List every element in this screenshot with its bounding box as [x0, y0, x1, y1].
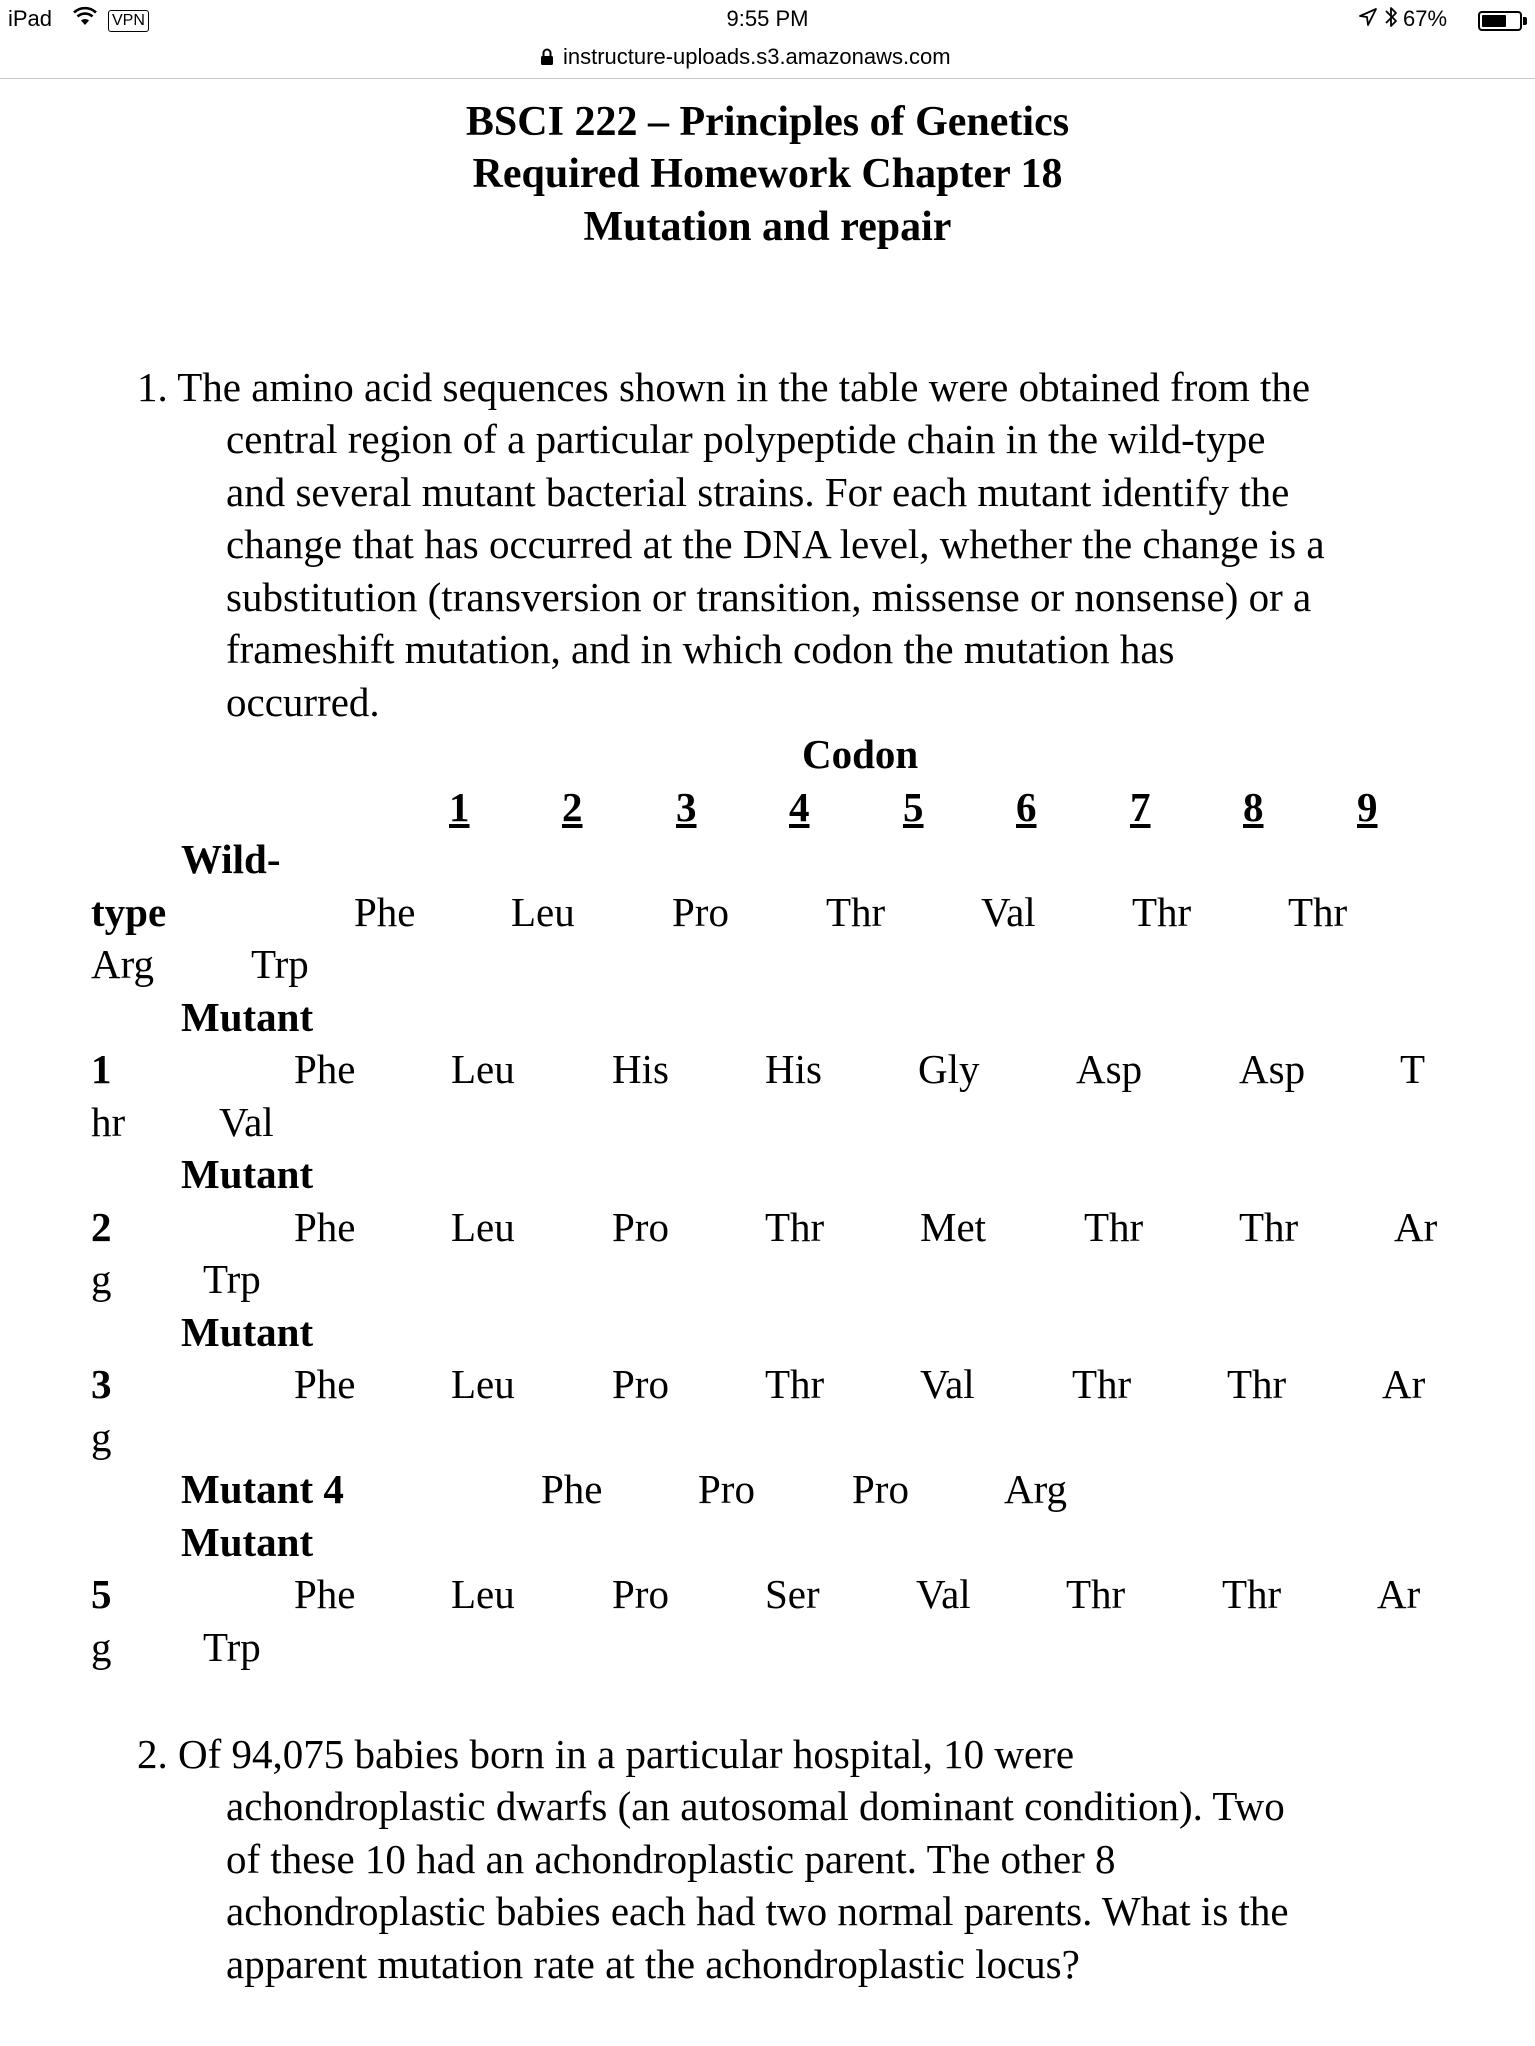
question1-line: central region of a particular polypeptide chain in the wild-type — [226, 416, 1266, 462]
vpn-badge: VPN — [108, 10, 149, 32]
amino-acid: Pro — [612, 1361, 669, 1407]
amino-acid: Leu — [511, 889, 575, 935]
amino-acid: Ser — [765, 1571, 820, 1617]
question1-line: occurred. — [226, 679, 380, 725]
amino-acid: Ar — [1377, 1571, 1421, 1617]
amino-acid: Trp — [251, 941, 309, 987]
amino-acid: Phe — [294, 1046, 356, 1092]
codon-number: 4 — [789, 784, 810, 830]
row-label: Mutant — [181, 994, 314, 1040]
amino-acid: Thr — [765, 1361, 825, 1407]
codon-number: 6 — [1016, 784, 1037, 830]
amino-acid: g — [91, 1624, 112, 1670]
amino-acid: Met — [920, 1204, 987, 1250]
amino-acid: Leu — [451, 1571, 515, 1617]
question1-line: and several mutant bacterial strains. For each mutant identify the — [226, 469, 1290, 515]
bluetooth-icon — [1383, 5, 1399, 35]
amino-acid: Thr — [1288, 889, 1348, 935]
amino-acid: T — [1400, 1046, 1426, 1092]
amino-acid: Leu — [451, 1204, 515, 1250]
row-label: Mutant 4 — [181, 1466, 344, 1512]
status-bar — [0, 0, 1535, 42]
chapter-subtitle: Mutation and repair — [583, 204, 952, 250]
amino-acid: Thr — [1066, 1571, 1126, 1617]
amino-acid: Thr — [1227, 1361, 1287, 1407]
row-label: Mutant — [181, 1309, 314, 1355]
amino-acid: Leu — [451, 1046, 515, 1092]
codon-number: 9 — [1357, 784, 1378, 830]
amino-acid: Ar — [1394, 1204, 1438, 1250]
amino-acid: His — [612, 1046, 669, 1092]
amino-acid: Ar — [1382, 1361, 1426, 1407]
amino-acid: Pro — [672, 889, 729, 935]
amino-acid: Thr — [1084, 1204, 1144, 1250]
amino-acid: Pro — [698, 1466, 755, 1512]
amino-acid: Asp — [1076, 1046, 1143, 1092]
amino-acid: Val — [920, 1361, 975, 1407]
amino-acid: Trp — [203, 1624, 261, 1670]
codon-number: 5 — [903, 784, 924, 830]
amino-acid: Pro — [852, 1466, 909, 1512]
question2-line: 2. Of 94,075 babies born in a particular hospital, 10 were — [137, 1731, 1075, 1777]
amino-acid: Thr — [765, 1204, 825, 1250]
amino-acid: Thr — [1222, 1571, 1282, 1617]
amino-acid: Thr — [1239, 1204, 1299, 1250]
question2-line: apparent mutation rate at the achondroplastic locus? — [226, 1941, 1080, 1987]
amino-acid: Phe — [541, 1466, 603, 1512]
amino-acid: hr — [91, 1099, 126, 1145]
row-label: Mutant — [181, 1151, 314, 1197]
question2-line: achondroplastic babies each had two normal parents. What is the — [226, 1888, 1289, 1934]
amino-acid: Trp — [203, 1256, 261, 1302]
row-number: 3 — [91, 1361, 112, 1407]
codon-number: 2 — [562, 784, 583, 830]
amino-acid: Pro — [612, 1571, 669, 1617]
battery-level — [1482, 15, 1506, 27]
amino-acid: Thr — [1132, 889, 1192, 935]
row-number: 5 — [91, 1571, 112, 1617]
amino-acid: Val — [981, 889, 1036, 935]
course-title: BSCI 222 – Principles of Genetics — [465, 99, 1070, 145]
amino-acid: Phe — [354, 889, 416, 935]
amino-acid: Phe — [294, 1571, 356, 1617]
codon-number: 1 — [449, 784, 470, 830]
codon-number: 8 — [1243, 784, 1264, 830]
homework-title: Required Homework Chapter 18 — [472, 151, 1063, 197]
amino-acid: His — [765, 1046, 822, 1092]
amino-acid: Thr — [1072, 1361, 1132, 1407]
amino-acid: Phe — [294, 1204, 356, 1250]
amino-acid: Arg — [91, 941, 155, 987]
amino-acid: Gly — [918, 1046, 980, 1092]
amino-acid: Val — [219, 1099, 274, 1145]
lock-icon — [540, 47, 554, 73]
row-number: 1 — [91, 1046, 112, 1092]
clock: 9:55 PM — [726, 6, 809, 31]
amino-acid: Leu — [451, 1361, 515, 1407]
amino-acid: Asp — [1239, 1046, 1306, 1092]
address-bar[interactable] — [0, 42, 1535, 79]
question1-line: substitution (transversion or transition, missense or nonsense) or a — [226, 574, 1312, 620]
amino-acid: Val — [916, 1571, 971, 1617]
location-arrow-icon — [1358, 6, 1378, 34]
amino-acid: Arg — [1004, 1466, 1068, 1512]
amino-acid: Thr — [826, 889, 886, 935]
codon-number: 3 — [676, 784, 697, 830]
battery-percent: 67% — [1403, 6, 1448, 31]
amino-acid: g — [91, 1414, 112, 1460]
question2-line: achondroplastic dwarfs (an autosomal dominant condition). Two — [226, 1783, 1285, 1829]
row-label: Wild- — [181, 836, 281, 882]
codon-number: 7 — [1130, 784, 1151, 830]
question2-line: of these 10 had an achondroplastic parent. The other 8 — [226, 1836, 1116, 1882]
battery-nub — [1523, 17, 1527, 25]
amino-acid: g — [91, 1256, 112, 1302]
device-label: iPad — [8, 6, 53, 31]
question1-line: change that has occurred at the DNA level, whether the change is a — [226, 521, 1325, 567]
row-number: 2 — [91, 1204, 112, 1250]
question1-line: frameshift mutation, and in which codon the mutation has — [226, 626, 1175, 672]
url-text[interactable]: instructure-uploads.s3.amazonaws.com — [563, 44, 951, 69]
question1-line: 1. The amino acid sequences shown in the table were obtained from the — [137, 364, 1311, 410]
amino-acid: Pro — [612, 1204, 669, 1250]
row-label: type — [91, 889, 167, 935]
row-label: Mutant — [181, 1519, 314, 1565]
battery-icon — [1478, 11, 1522, 31]
codon-header: Codon — [802, 731, 919, 777]
amino-acid: Phe — [294, 1361, 356, 1407]
